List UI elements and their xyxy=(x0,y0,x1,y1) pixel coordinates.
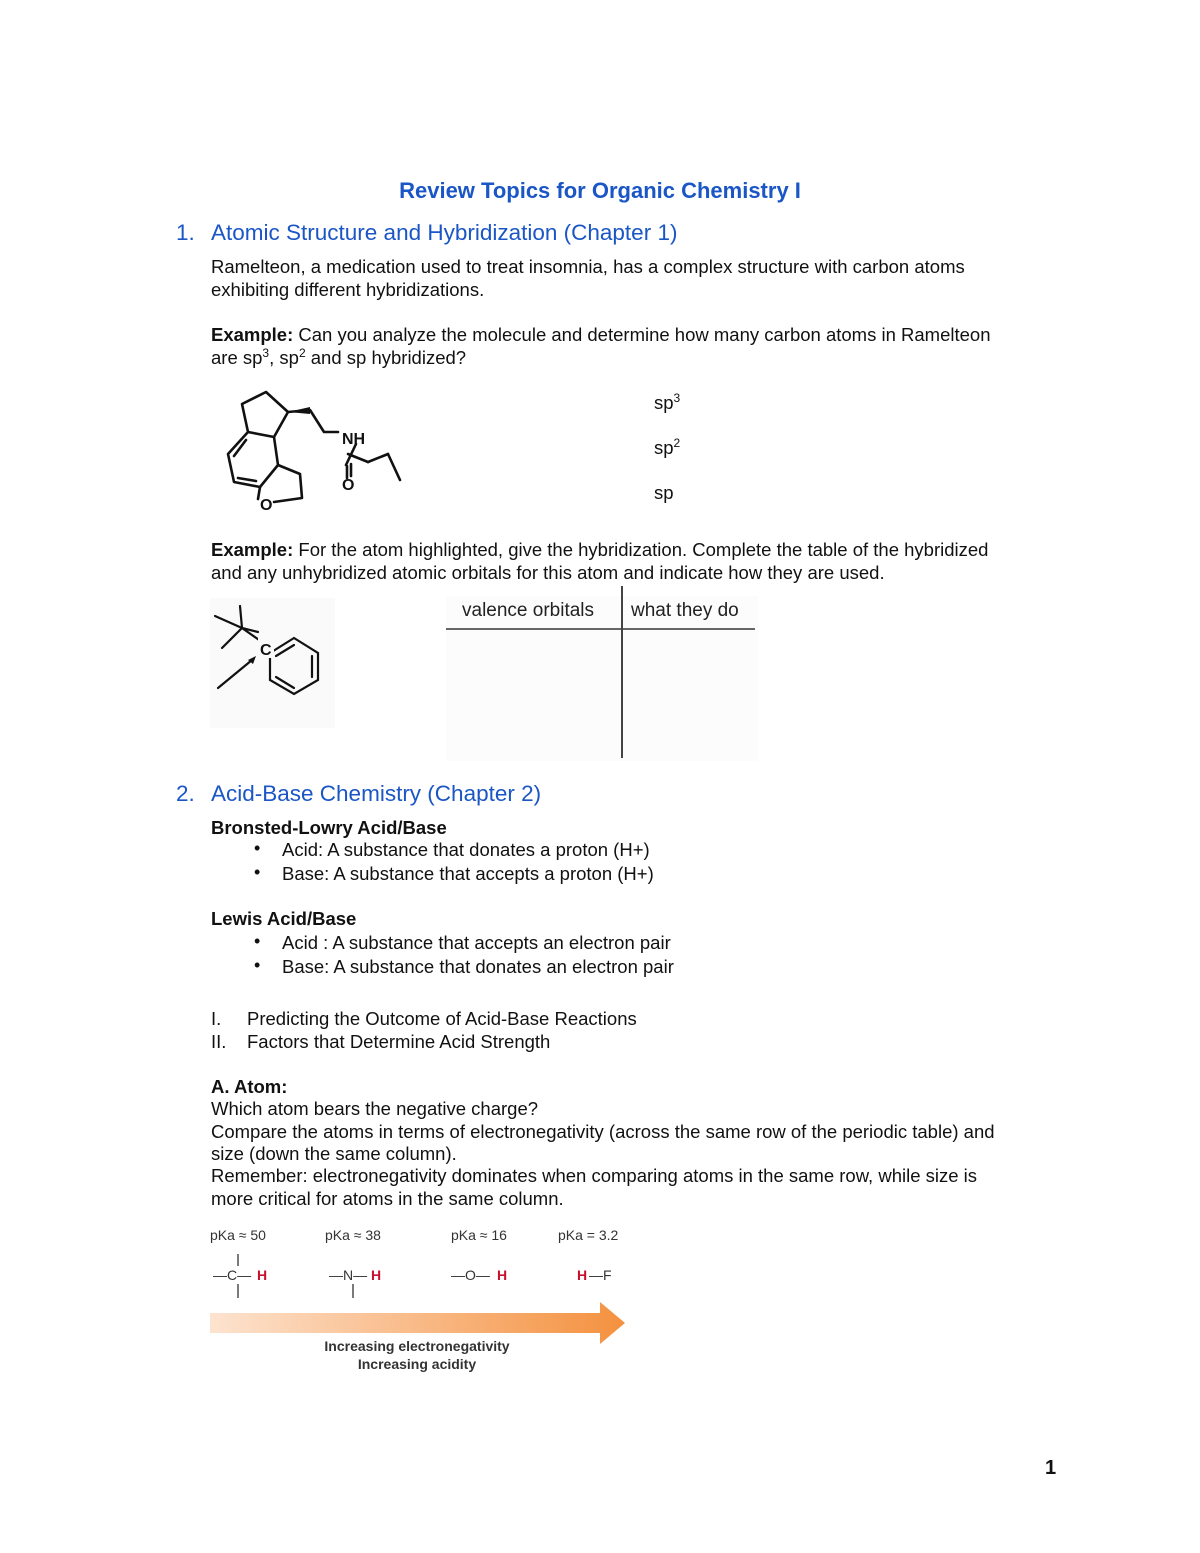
pka-electronegativity-figure xyxy=(205,1220,635,1380)
atom-line-5: more critical for atoms in the same column. xyxy=(211,1188,564,1209)
bullet-icon: • xyxy=(254,955,261,975)
section-1-number: 1. xyxy=(176,220,195,245)
bullet-icon: • xyxy=(254,931,261,951)
superscript: 2 xyxy=(298,345,306,360)
roman-item-1: Predicting the Outcome of Acid-Base Reactions xyxy=(247,1008,637,1029)
example-1-text: Can you analyze the molecule and determine how many carbon atoms in Ramelteon xyxy=(293,324,991,345)
atom-line-1: Which atom bears the negative charge? xyxy=(211,1098,539,1119)
nh-atom-label: NH xyxy=(342,431,366,448)
h-f-hydrogen: H xyxy=(577,1267,588,1283)
hybrid-label-sp3: $sp^3$ xyxy=(654,390,681,413)
bullet-icon: • xyxy=(254,862,261,882)
table-header-valence-orbitals: valence orbitals xyxy=(462,600,595,621)
table-header-divider xyxy=(446,628,755,630)
lewis-title: Lewis Acid/Base xyxy=(211,908,357,929)
example-2-line-2: and any unhybridized atomic orbitals for this atom and indicate how they are used. xyxy=(211,562,885,583)
bronsted-base-item: Base: A substance that accepts a proton (H+) xyxy=(282,863,654,884)
example-label: Example: xyxy=(211,324,294,345)
table-header-what-they-do: what they do xyxy=(631,600,739,621)
arrow-label-acidity: Increasing acidity xyxy=(357,1356,477,1372)
atom-heading: A. Atom: xyxy=(211,1076,288,1097)
example-label: Example: xyxy=(211,539,294,560)
o-h-bond-left: —O— xyxy=(451,1267,490,1283)
example-1-line-1 xyxy=(211,323,990,346)
intro-line-1: Ramelteon, a medication used to treat insomnia, has a complex structure with carbon atoms xyxy=(211,256,965,277)
section-1-heading: Atomic Structure and Hybridization (Chapter 1) xyxy=(211,220,678,245)
highlighted-carbon-label: C xyxy=(260,642,272,659)
table-column-divider xyxy=(621,586,623,758)
example-1-line-2 xyxy=(211,346,466,369)
n-h-bond-left: —N— xyxy=(329,1267,368,1283)
c-h-bond-left: —C— xyxy=(213,1267,252,1283)
arrow-label-electronegativity: Increasing electronegativity xyxy=(324,1338,510,1354)
pka-label-c: pKa ≈ 50 xyxy=(210,1227,266,1243)
sp2-text: , sp xyxy=(269,347,299,368)
c-h-hydrogen: H xyxy=(257,1267,268,1283)
example-2-text: For the atom highlighted, give the hybridization. Complete the table of the hybridized xyxy=(293,539,989,560)
atom-line-3: size (down the same column). xyxy=(211,1143,457,1164)
roman-num-1: I. xyxy=(211,1008,222,1029)
section-2-number: 2. xyxy=(176,781,195,806)
atom-line-2: Compare the atoms in terms of electronegativity (across the same row of the periodic table) and xyxy=(211,1121,995,1142)
sp3-text: are sp xyxy=(211,347,263,368)
page-title: Review Topics for Organic Chemistry I xyxy=(399,178,801,203)
atom-line-4: Remember: electronegativity dominates when comparing atoms in the same row, while size is xyxy=(211,1165,978,1186)
carbonyl-o-label: O xyxy=(342,477,355,494)
n-h-hydrogen: H xyxy=(371,1267,382,1283)
orbital-table xyxy=(446,596,758,761)
tert-butylbenzene-structure xyxy=(210,598,335,728)
bullet-icon: • xyxy=(254,838,261,858)
pka-label-f: pKa = 3.2 xyxy=(558,1227,619,1243)
ring-o-label: O xyxy=(260,497,273,514)
bronsted-title: Bronsted-Lowry Acid/Base xyxy=(211,817,447,838)
h-f-bond-right: —F xyxy=(589,1267,612,1283)
intro-line-2: exhibiting different hybridizations. xyxy=(211,279,485,300)
hybrid-label-sp2: $sp^2$ xyxy=(654,435,681,458)
sp-text: and sp hybridized? xyxy=(305,347,467,368)
lewis-acid-item: Acid : A substance that accepts an electron pair xyxy=(282,932,671,953)
superscript: 3 xyxy=(262,345,270,360)
page-number: 1 xyxy=(1045,1457,1057,1479)
ramelteon-structure xyxy=(210,382,420,517)
example-2-line-1 xyxy=(211,538,988,561)
o-h-hydrogen: H xyxy=(497,1267,508,1283)
lewis-base-item: Base: A substance that donates an electron pair xyxy=(282,956,674,977)
roman-item-2: Factors that Determine Acid Strength xyxy=(247,1031,551,1052)
hybrid-label-sp: sp xyxy=(654,482,674,503)
bronsted-acid-item: Acid: A substance that donates a proton (H+) xyxy=(282,839,650,860)
pka-label-o: pKa ≈ 16 xyxy=(451,1227,507,1243)
section-2-heading: Acid-Base Chemistry (Chapter 2) xyxy=(211,781,542,806)
roman-num-2: II. xyxy=(211,1031,227,1052)
pka-label-n: pKa ≈ 38 xyxy=(325,1227,381,1243)
